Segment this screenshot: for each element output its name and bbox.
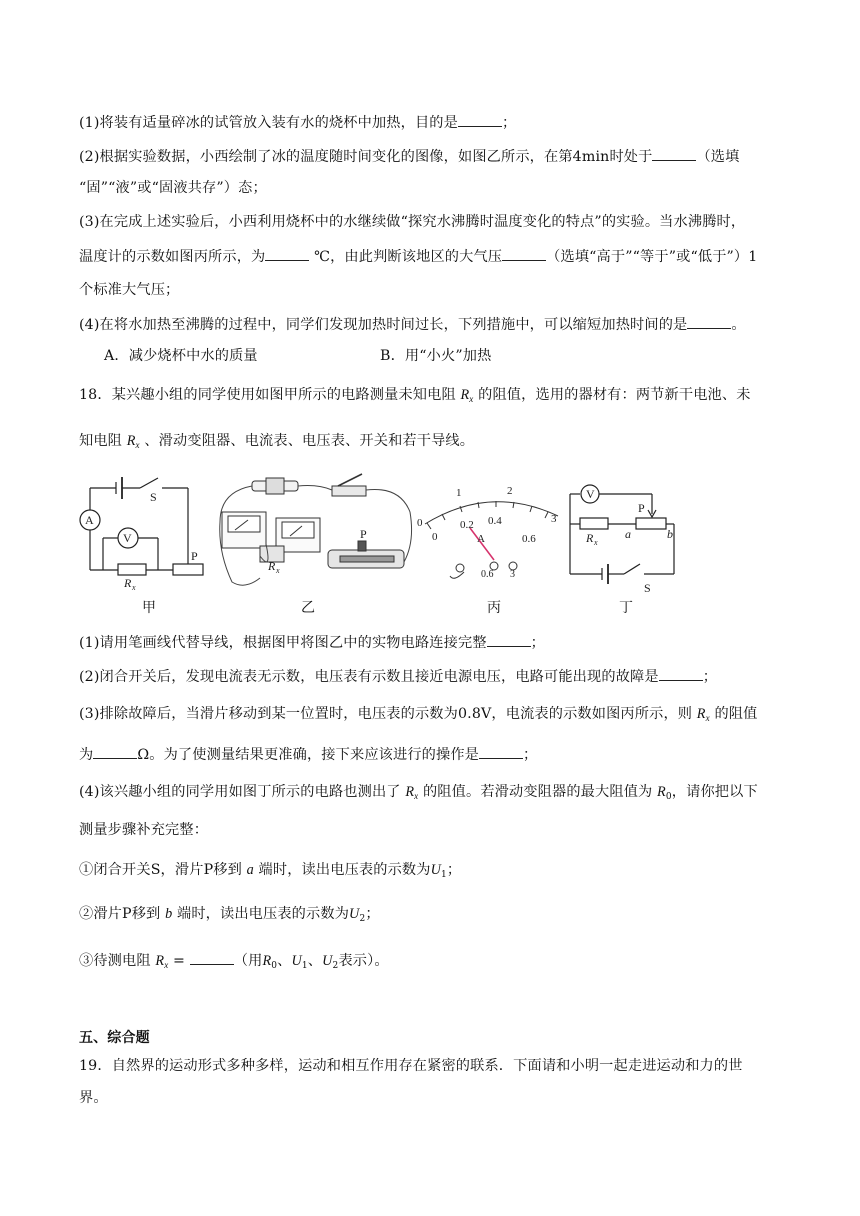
q17-part4: (4)在将水加热至沸腾的过程中，同学们发现加热时间过长，下列措施中，可以缩短加热时间的是 。	[79, 314, 746, 335]
answer-blank[interactable]	[93, 744, 137, 759]
diagram-bing-labels	[417, 485, 557, 580]
label-s: S	[150, 490, 157, 504]
q17-part3-cont: 温度计的示数如图丙所示，为 ℃，由此判断该地区的大气压 （选填“高于”“等于”或“低于”）1	[79, 246, 757, 267]
svg-text:x: x	[132, 583, 136, 592]
answer-blank[interactable]	[687, 314, 731, 329]
q17-option-b-line	[380, 346, 491, 366]
q19-text-cont: 界。	[79, 1090, 108, 1106]
svg-text:0.4: 0.4	[488, 515, 502, 527]
svg-text:3: 3	[551, 513, 557, 525]
caption-yi: 乙	[301, 600, 315, 616]
svg-text:R: R	[586, 531, 594, 545]
q18-part2: (2)闭合开关后，发现电流表无示数，电压表有示数且接近电源电压，电路可能出现的故障是 ；	[79, 666, 717, 687]
svg-text:0.2: 0.2	[460, 519, 474, 531]
label-p: P	[191, 549, 198, 563]
label-rx: R	[124, 576, 132, 590]
diagram-yi	[222, 474, 404, 568]
caption-bing: 丙	[487, 600, 501, 616]
svg-text:x: x	[594, 538, 598, 547]
q17-part3-cont2: 个标准大气压；	[79, 282, 180, 298]
q17-part1: (1)将装有适量碎冰的试管放入装有水的烧杯中加热，目的是 ；	[79, 112, 516, 133]
answer-blank[interactable]	[479, 744, 523, 759]
q17-part2: (2)根据实验数据，小西绘制了冰的温度随时间变化的图像，如图乙所示，在第4min时处于 （选填	[79, 146, 739, 167]
option-a[interactable]: A．减少烧杯中水的质量	[104, 348, 258, 364]
svg-text:0: 0	[417, 517, 423, 529]
svg-text:V: V	[586, 487, 595, 501]
q18-step1: ①闭合开关S，滑片P移到 a 端时，读出电压表的示数为$U_1$；	[79, 862, 462, 880]
label-v: V	[123, 531, 132, 545]
answer-blank[interactable]	[487, 632, 531, 647]
circuit-diagrams	[70, 472, 790, 617]
q17-options	[104, 346, 258, 366]
q19-text: 19．自然界的运动形式多种多样，运动和相互作用存在紧密的联系．下面请和小明一起走进运动和力的世	[79, 1058, 743, 1074]
option-b[interactable]: B．用“小火”加热	[380, 348, 492, 364]
q18-part4: (4)该兴趣小组的同学用如图丁所示的电路也测出了 $R_x$ 的阻值。若滑动变阻器的最大阻值为 $R_0$，请你把以下	[79, 784, 758, 802]
svg-text:0.6: 0.6	[522, 533, 536, 545]
caption-ding: 丁	[619, 600, 633, 616]
svg-text:P: P	[638, 501, 645, 515]
svg-text:0.6: 0.6	[481, 569, 494, 580]
answer-blank[interactable]	[190, 950, 234, 965]
answer-blank[interactable]	[659, 666, 703, 681]
svg-text:0: 0	[432, 531, 438, 543]
q17-part2-cont: “固”“液”或“固液共存”）态；	[79, 180, 267, 196]
svg-text:R: R	[268, 559, 276, 573]
q17-part3: (3)在完成上述实验后，小西利用烧杯中的水继续做“探究水沸腾时温度变化的特点”的实验。当水沸腾时，	[79, 214, 746, 230]
answer-blank[interactable]	[265, 246, 309, 261]
svg-text:2: 2	[507, 485, 513, 497]
svg-text:3: 3	[510, 569, 515, 580]
answer-blank[interactable]	[502, 246, 546, 261]
diagram-bing	[425, 501, 558, 578]
svg-text:S: S	[644, 581, 651, 595]
section-heading: 五、综合题	[79, 1030, 150, 1046]
q18-step3: ③待测电阻 $R_x$ = （用$R_0$、$U_1$、$U_2$表示）。	[79, 950, 389, 976]
svg-text:b: b	[667, 527, 673, 541]
q18-part4-cont: 测量步骤补充完整：	[79, 822, 209, 838]
q18-intro-cont: 知电阻 $R_x$ 、滑动变阻器、电流表、电压表、开关和若干导线。	[79, 433, 475, 450]
q18-part1: (1)请用笔画线代替导线，根据图甲将图乙中的实物电路连接完整 ；	[79, 632, 545, 653]
caption-jia: 甲	[142, 600, 156, 616]
svg-text:1: 1	[456, 487, 462, 499]
q18-intro: 18．某兴趣小组的同学使用如图甲所示的电路测量未知电阻 $R_x$ 的阻值，选用的器材有：两节新干电池、未	[79, 387, 751, 404]
svg-text:P: P	[360, 527, 367, 541]
q18-step2: ②滑片P移到 b 端时，读出电压表的示数为$U_2$；	[79, 906, 380, 924]
q18-part3: (3)排除故障后，当滑片移动到某一位置时，电压表的示数为0.8V，电流表的示数如图丙所示，则 $R_x$ 的阻值	[79, 706, 758, 723]
svg-text:x: x	[276, 566, 280, 575]
diagram-jia	[80, 477, 203, 575]
diagram-ding-labels	[585, 487, 673, 595]
q18-part3-cont: 为 Ω。为了使测量结果更准确，接下来应该进行的操作是 ；	[79, 744, 537, 765]
answer-blank[interactable]	[652, 146, 696, 161]
diagram-jia-labels	[85, 490, 198, 592]
label-a: A	[85, 513, 94, 527]
answer-blank[interactable]	[458, 112, 502, 127]
svg-text:a: a	[625, 527, 631, 541]
svg-text:A: A	[477, 533, 485, 545]
